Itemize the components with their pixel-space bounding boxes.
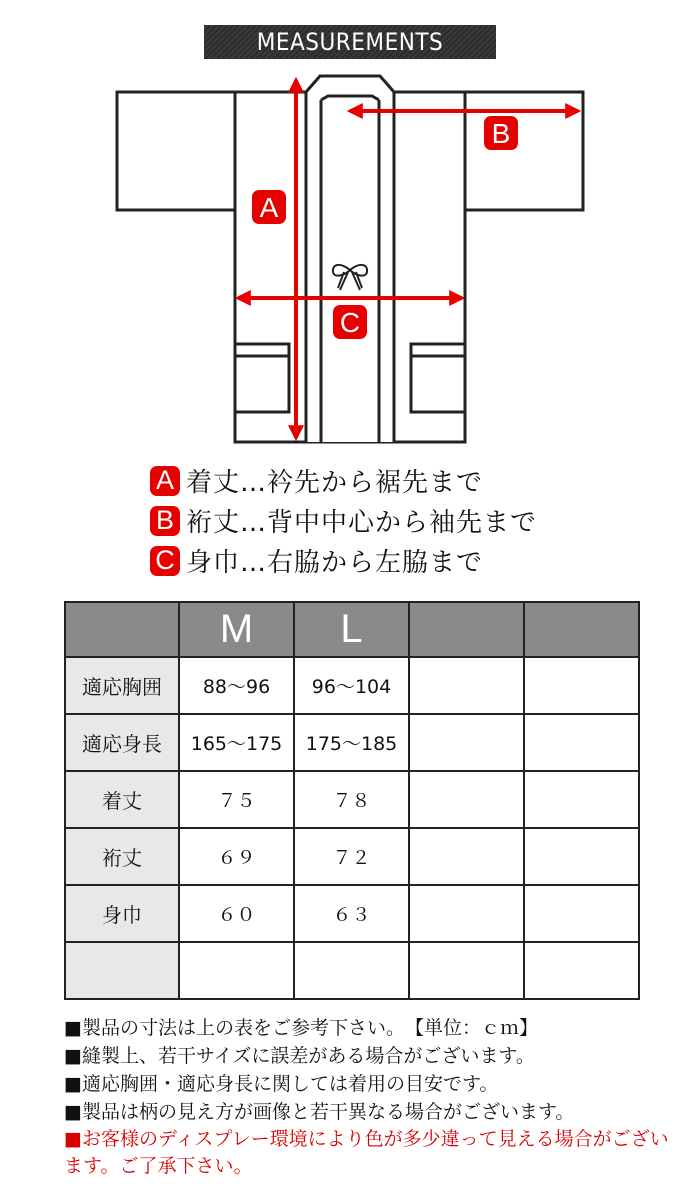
table-cell: ６９ [179,828,294,885]
table-cell [524,771,639,828]
table-cell [524,885,639,942]
row-label: 着丈 [65,771,179,828]
legend-item-c [150,542,537,579]
table-cell: ７８ [294,771,409,828]
table-cell: 175～185 [294,714,409,771]
size-header-cell: M [179,602,294,657]
note-item: ■製品は柄の見え方が画像と若干異なる場合がございます。 [64,1101,575,1123]
table-header-row [65,602,639,657]
table-cell [409,714,524,771]
row-label: 適応身長 [65,714,179,771]
table-cell: ７５ [179,771,294,828]
table-cell [409,942,524,999]
note-item: ■縫製上、若干サイズに誤差がある場合がございます。 [64,1045,535,1067]
table-cell [524,942,639,999]
table-cell [409,771,524,828]
table-row [65,657,639,714]
marker-a [252,190,286,224]
table-cell [179,942,294,999]
measurements-title: MEASUREMENTS [204,25,496,59]
svg-text:A: A [259,192,279,223]
size-header-cell [524,602,639,657]
legend-item-a [150,462,537,499]
note-item: ■適応胸囲・適応身長に関しては着用の目安です。 [64,1073,499,1095]
legend-badge: C [150,546,180,576]
legend-badge: A [150,466,180,496]
legend-text: 着丈…衿先から裾先まで [186,468,484,498]
notes-list [64,1014,684,1180]
size-table [64,601,640,1000]
table-cell [524,657,639,714]
table-cell: 165～175 [179,714,294,771]
table-cell: ７２ [294,828,409,885]
table-row [65,771,639,828]
table-cell [524,714,639,771]
table-cell [524,828,639,885]
marker-c [333,305,367,339]
table-cell [294,942,409,999]
right-pocket [411,344,465,412]
table-cell [409,885,524,942]
note-item-warning: ■お客様のディスプレー環境により色が多少違って見える場合がございます。ご了承下さい。 [64,1128,669,1177]
row-label: 身巾 [65,885,179,942]
svg-text:C: C [339,307,361,338]
svg-text:B: B [491,118,511,149]
left-pocket [235,344,289,412]
marker-b [484,116,518,150]
table-cell [409,657,524,714]
size-header-cell: L [294,602,409,657]
row-label [65,942,179,999]
table-row [65,714,639,771]
legend-item-b [150,502,537,539]
measurement-legend [150,462,537,582]
table-row [65,942,639,999]
collar [306,76,394,442]
legend-badge: B [150,506,180,536]
table-row [65,828,639,885]
legend-text: 身巾…右脇から左脇まで [186,548,484,578]
legend-text: 裄丈…背中中心から袖先まで [186,508,538,538]
garment-diagram [0,60,700,450]
table-cell: ６３ [294,885,409,942]
table-cell: 96～104 [294,657,409,714]
table-cell [409,828,524,885]
left-sleeve [117,92,235,210]
size-header-cell [409,602,524,657]
row-label: 裄丈 [65,828,179,885]
table-row [65,885,639,942]
header-corner-cell [65,602,179,657]
table-cell: ６０ [179,885,294,942]
row-label: 適応胸囲 [65,657,179,714]
note-item: ■製品の寸法は上の表をご参考下さい。 【単位：ｃｍ】 [64,1017,538,1039]
table-cell: 88～96 [179,657,294,714]
